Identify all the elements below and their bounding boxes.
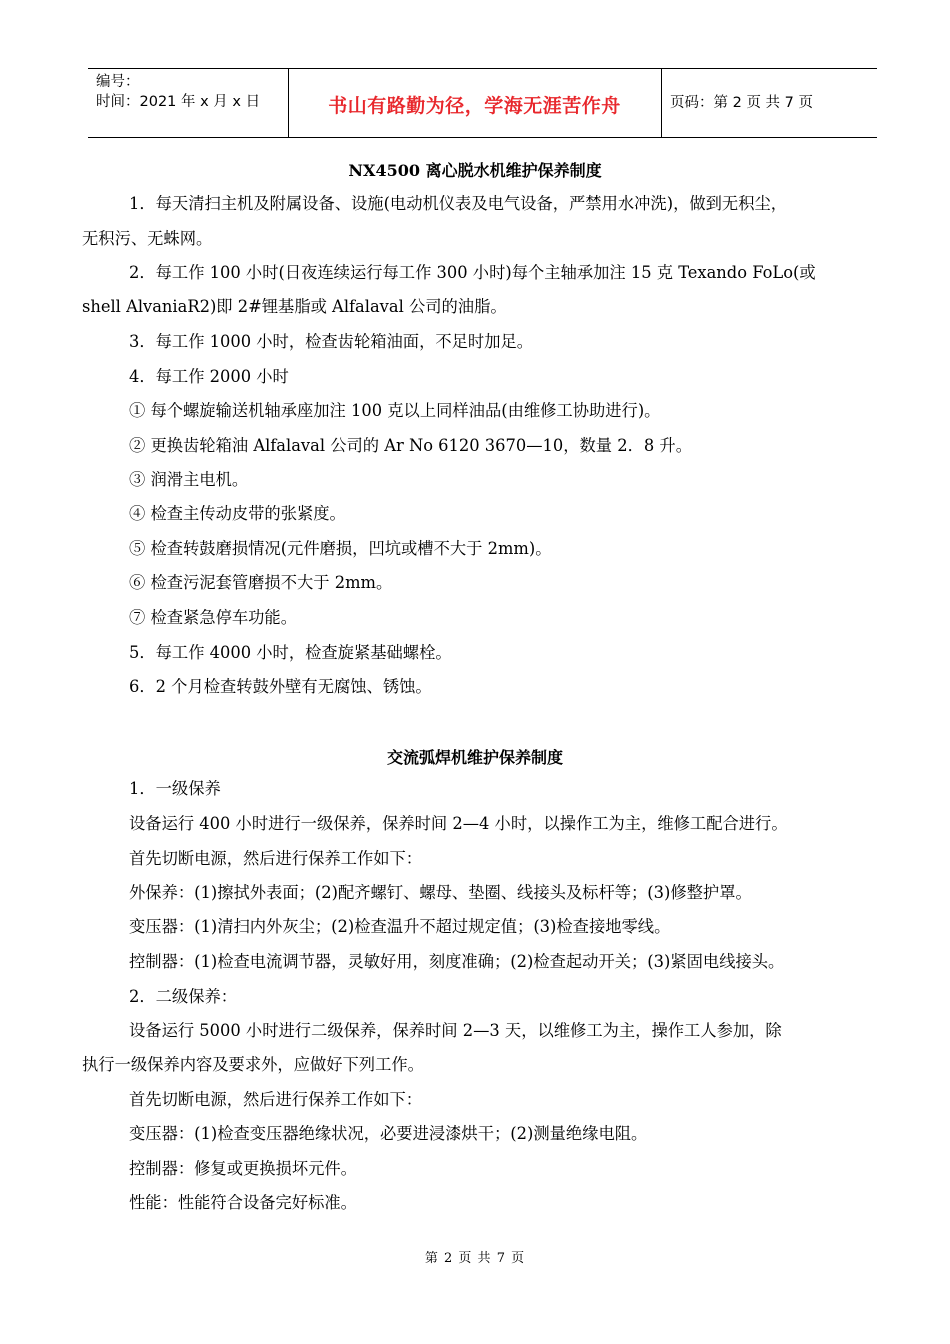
section2-line: 首先切断电源，然后进行保养工作如下： <box>129 1090 423 1109</box>
motto: 书山有路勤为径，学海无涯苦作舟 <box>328 95 621 117</box>
header-info-cell <box>88 69 289 137</box>
section2-line: 控制器：(1)检查电流调节器，灵敏好用，刻度准确；(2)检查起动开关；(3)紧固电线接头。 <box>129 952 785 971</box>
section2-line: 2．二级保养： <box>129 987 238 1006</box>
section1-line: ① 每个螺旋输送机轴承座加注 100 克以上同样油品(由维修工协助进行)。 <box>129 401 661 420</box>
section2-line: 性能：性能符合设备完好标准。 <box>129 1193 357 1212</box>
header-page-number: 页码：第 2 页 共 7 页 <box>670 95 813 111</box>
section1-line: 6．2 个月检查转鼓外壁有无腐蚀、锈蚀。 <box>129 677 432 696</box>
section1-line: 1．每天清扫主机及附属设备、设施(电动机仪表及电气设备，严禁用水冲洗)，做到无积尘， <box>129 194 788 213</box>
section2-line: 控制器：修复或更换损坏元件。 <box>129 1159 357 1178</box>
section1-line: 无积污、无蛛网。 <box>82 229 213 248</box>
section1-title: NX4500 离心脱水机维护保养制度 <box>348 161 602 180</box>
section1-line: ⑤ 检查转鼓磨损情况(元件磨损，凹坑或槽不大于 2mm)。 <box>129 539 552 558</box>
section1-line: ③ 润滑主电机。 <box>129 470 249 489</box>
section1-line: 3．每工作 1000 小时，检查齿轮箱油面，不足时加足。 <box>129 332 534 351</box>
section2-line: 变压器：(1)清扫内外灰尘；(2)检查温升不超过规定值；(3)检查接地零线。 <box>129 917 671 936</box>
section2-line: 变压器：(1)检查变压器绝缘状况，必要进浸漆烘干；(2)测量绝缘电阻。 <box>129 1124 648 1143</box>
section2-line: 设备运行 400 小时进行一级保养，保养时间 2—4 小时，以操作工为主，维修工配合进行。 <box>129 814 788 833</box>
page-footer: 第 2 页 共 7 页 <box>424 1251 526 1266</box>
section2-title: 交流弧焊机维护保养制度 <box>386 748 563 767</box>
document-time: 时间：2021 年 x 月 x 日 <box>96 94 261 110</box>
header-page-cell <box>662 69 877 137</box>
section1-line: ② 更换齿轮箱油 Alfalaval 公司的 Ar No 6120 3670—10，数量 2．8 升。 <box>129 436 692 455</box>
section1-line: 2．每工作 100 小时(日夜连续运行每工作 300 小时)每个主轴承加注 15 克 Texando FoLo(或 <box>129 263 816 282</box>
section2-line: 首先切断电源，然后进行保养工作如下： <box>129 849 423 868</box>
section1-line: ④ 检查主传动皮带的张紧度。 <box>129 504 346 523</box>
section1-line: ⑦ 检查紧急停车功能。 <box>129 608 297 627</box>
page-header <box>88 68 877 138</box>
section1-line: 4．每工作 2000 小时 <box>129 367 289 386</box>
section2-line: 外保养：(1)擦拭外表面；(2)配齐螺钉、螺母、垫圈、线接头及标杆等；(3)修整护罩。 <box>129 883 752 902</box>
header-motto-cell <box>288 69 662 137</box>
section2-line: 执行一级保养内容及要求外，应做好下列工作。 <box>82 1055 424 1074</box>
document-number: 编号： <box>96 74 140 90</box>
section1-line: ⑥ 检查污泥套管磨损不大于 2mm。 <box>129 573 393 592</box>
section2-line: 设备运行 5000 小时进行二级保养，保养时间 2—3 天，以维修工为主，操作工人参加，除 <box>129 1021 782 1040</box>
section2-line: 1．一级保养 <box>129 779 221 798</box>
section1-line: 5．每工作 4000 小时，检查旋紧基础螺栓。 <box>129 643 452 662</box>
section1-line: shell AlvaniaR2)即 2#锂基脂或 Alfalaval 公司的油脂。 <box>82 297 507 316</box>
